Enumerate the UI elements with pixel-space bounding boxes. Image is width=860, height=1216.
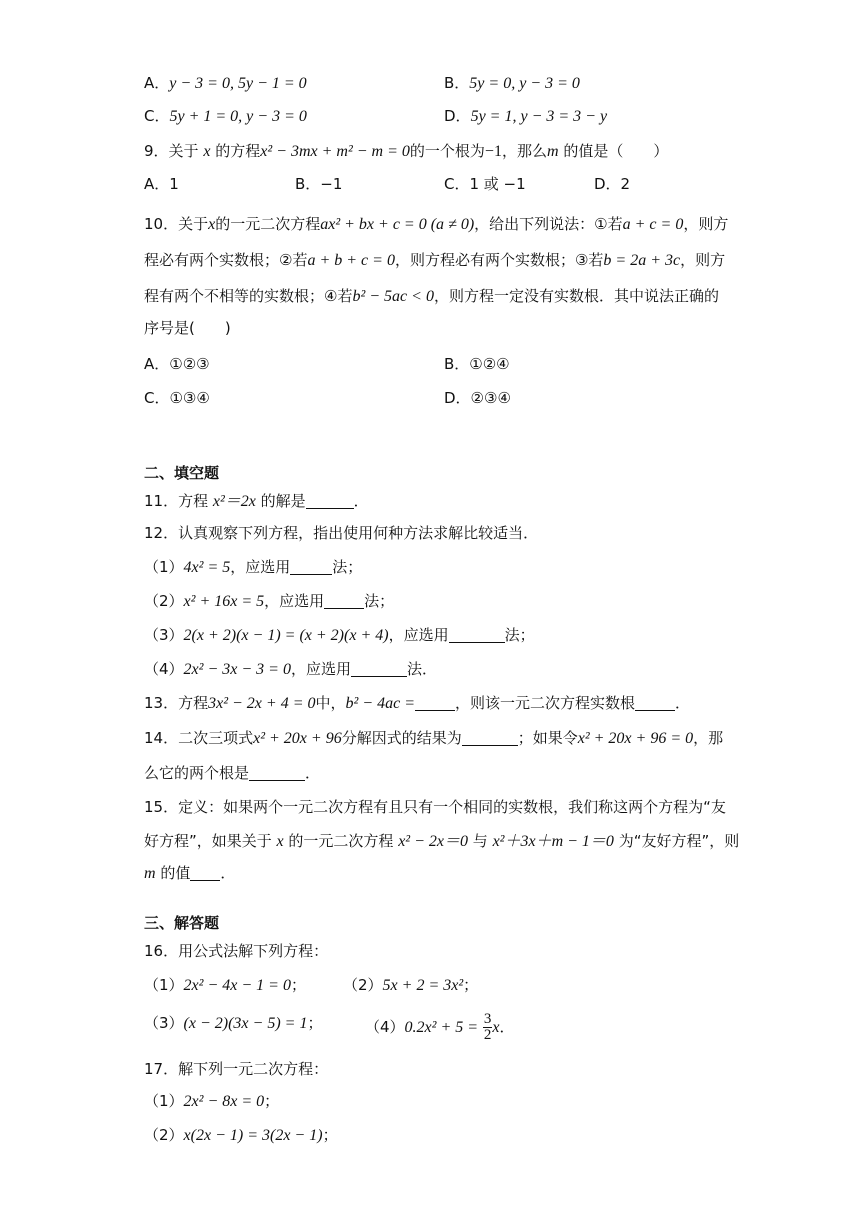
text: ，应选用 <box>230 558 291 576</box>
text: ． <box>675 694 691 712</box>
math-equation: x² − 3mx + m² − m = 0 <box>260 143 410 160</box>
text: 的值 <box>155 864 191 882</box>
text: 的方程 <box>215 142 261 160</box>
fraction-numerator: 3 <box>483 1011 492 1027</box>
q14-line-2 <box>144 762 320 784</box>
answer-blank[interactable] <box>449 626 505 643</box>
option-label: C． <box>144 107 170 125</box>
math-discriminant: b² − 4ac = <box>345 695 415 712</box>
text: 的解是 <box>255 492 306 510</box>
option-expression: 5y + 1 = 0, y − 3 = 0 <box>169 108 307 125</box>
text: ，那 <box>693 729 724 747</box>
text: 好方程”，如果关于 <box>144 832 277 850</box>
answer-blank[interactable] <box>351 660 407 677</box>
text: ； <box>307 1014 323 1032</box>
text: ，那么 <box>501 142 547 160</box>
q10-line-2 <box>144 249 725 272</box>
text: 关于 <box>168 142 199 160</box>
math-condition: b = 2a + 3c <box>603 252 681 269</box>
answer-blank[interactable] <box>306 492 354 509</box>
q9-stem <box>144 140 668 163</box>
math-condition: a + c = 0 <box>622 216 684 233</box>
text: 程有两个不相等的实数根；④若 <box>144 287 353 305</box>
text: 法； <box>364 592 395 610</box>
part-number: （1） <box>144 558 184 576</box>
math-equation: 5x + 2 = 3x² <box>382 977 464 994</box>
part-number: （3） <box>144 626 184 644</box>
q17-part-1 <box>144 1090 279 1113</box>
answer-blank[interactable] <box>635 694 675 711</box>
text: ，则方程必有两个实数根；③若 <box>394 251 604 269</box>
q8-option-c <box>144 105 307 128</box>
text: 的一个根为 <box>409 142 485 160</box>
answer-blank[interactable] <box>190 864 220 881</box>
q9-option-c: C．1 或 −1 <box>444 175 526 193</box>
q8-option-a <box>144 72 307 95</box>
option-expression: 5y = 1, y − 3 = 3 − y <box>470 108 608 125</box>
text: 13．方程 <box>144 694 209 712</box>
q10-option-d: D．②③④ <box>444 389 511 407</box>
q10-option-b: B．①②④ <box>444 355 510 373</box>
q12-part-4 <box>144 658 437 681</box>
q16-part-1 <box>144 974 306 997</box>
text: ． <box>305 764 321 782</box>
q9-option-d: D．2 <box>594 175 631 193</box>
math-equation: x² + 20x + 96 = 0 <box>577 730 694 747</box>
text: 法． <box>406 660 437 678</box>
text: 的一元二次方程 <box>215 215 321 233</box>
math-equation: 4x² = 5 <box>183 559 231 576</box>
math-var: m <box>144 865 156 882</box>
text: ，给出下列说法：①若 <box>474 215 623 233</box>
option-label: B． <box>444 74 470 92</box>
q8-option-b <box>444 72 580 95</box>
text: 为“友好方程”，则 <box>613 832 740 850</box>
q12-intro: 12．认真观察下列方程，指出使用何种方法求解比较适当． <box>144 524 539 542</box>
q12-part-1 <box>144 556 362 579</box>
part-number: （4） <box>144 660 184 678</box>
text: 的一元二次方程 <box>283 832 399 850</box>
part-number: （1） <box>144 976 184 994</box>
math-condition: a + b + c = 0 <box>307 252 395 269</box>
question-number: 9． <box>144 142 169 160</box>
text: ，应选用 <box>264 592 325 610</box>
math-equation: 2x² − 3x − 3 = 0 <box>183 661 291 678</box>
q15-line-2 <box>144 830 739 853</box>
option-label: A． <box>144 74 170 92</box>
answer-blank[interactable] <box>462 729 518 746</box>
text: 程必有两个实数根；②若 <box>144 251 308 269</box>
section-heading: 二、填空题 <box>144 464 220 482</box>
answer-blank[interactable] <box>324 592 364 609</box>
option-expression: y − 3 = 0, 5y − 1 = 0 <box>169 75 307 92</box>
q11 <box>144 490 369 513</box>
section-heading: 三、解答题 <box>144 914 220 932</box>
text: ； <box>290 976 306 994</box>
q16-intro: 16．用公式法解下列方程： <box>144 942 329 960</box>
part-number: （2） <box>144 592 184 610</box>
fraction <box>483 1012 493 1043</box>
q15-line-3 <box>144 862 235 885</box>
q12-part-3 <box>144 624 535 647</box>
text: ，应选用 <box>388 626 449 644</box>
math-equation: x(2x − 1) = 3(2x − 1) <box>183 1127 323 1144</box>
text: 关于 <box>178 215 209 233</box>
math-equation: 2x² − 4x − 1 = 0 <box>183 977 291 994</box>
math-equation: x² − 2x＝0 <box>398 833 469 850</box>
text: 与 <box>468 832 493 850</box>
math-equation: x²＋3x＋m − 1＝0 <box>492 833 614 850</box>
question-number: 10． <box>144 215 179 233</box>
q16-part-3 <box>144 1012 322 1035</box>
text: 11．方程 <box>144 492 213 510</box>
math-equation: 3x² − 2x + 4 = 0 <box>208 695 316 712</box>
text: 法； <box>504 626 535 644</box>
q16-part-2 <box>343 974 478 997</box>
math-equation: x² + 16x = 5 <box>183 593 265 610</box>
text: 分解因式的结果为 <box>341 729 462 747</box>
q15-line-1: 15．定义：如果两个一元二次方程有且只有一个相同的实数根，我们称这两个方程为“友 <box>144 798 726 816</box>
math-equation: (x − 2)(3x − 5) = 1 <box>183 1015 308 1032</box>
fraction-denominator: 2 <box>483 1027 492 1043</box>
text: 中， <box>315 694 346 712</box>
text: ；如果令 <box>517 729 578 747</box>
math-equation: 2(x + 2)(x − 1) = (x + 2)(x + 4) <box>183 627 389 644</box>
q13 <box>144 692 690 715</box>
answer-blank[interactable] <box>249 764 305 781</box>
text: ； <box>264 1092 280 1110</box>
text: ． <box>353 492 369 510</box>
math-var: x <box>276 833 284 850</box>
math-equation: ax² + bx + c = 0 (a ≠ 0) <box>320 216 475 233</box>
option-expression: 5y = 0, y − 3 = 0 <box>469 75 580 92</box>
text: ，则方程一定没有实数根．其中说法正确的 <box>433 287 719 305</box>
answer-blank[interactable] <box>290 558 332 575</box>
q16-part-4 <box>365 1012 514 1043</box>
part-number: （2） <box>343 976 383 994</box>
text: 法； <box>332 558 363 576</box>
math-polynomial: x² + 20x + 96 <box>253 730 342 747</box>
part-number: （2） <box>144 1126 184 1144</box>
math-condition: b² − 5ac < 0 <box>352 288 434 305</box>
q10-option-c: C．①③④ <box>144 389 210 407</box>
text: ． <box>499 1018 515 1036</box>
text: ，则该一元二次方程实数根 <box>455 694 636 712</box>
text: ； <box>322 1126 338 1144</box>
part-number: （1） <box>144 1092 184 1110</box>
q12-part-2 <box>144 590 394 613</box>
math-equation: 0.2x² + 5 = <box>404 1019 479 1036</box>
text: 的值是（ ） <box>563 142 669 160</box>
math-var: x <box>208 216 216 233</box>
q14-line-1 <box>144 727 723 750</box>
math-equation: 2x² − 8x = 0 <box>183 1093 265 1110</box>
option-label: D． <box>444 107 471 125</box>
text: 么它的两个根是 <box>144 764 250 782</box>
q8-option-d <box>444 105 607 128</box>
q9-option-a: A．1 <box>144 175 179 193</box>
text: ． <box>220 864 236 882</box>
text: ，则方 <box>683 215 729 233</box>
q10-line-4: 序号是( ) <box>144 319 231 337</box>
q10-option-a: A．①②③ <box>144 355 210 373</box>
math-value: −1 <box>484 143 502 160</box>
text: ，应选用 <box>290 660 351 678</box>
q10-line-3 <box>144 285 719 308</box>
math-var: x <box>203 143 211 160</box>
part-number: （3） <box>144 1014 184 1032</box>
text: ； <box>463 976 479 994</box>
q9-option-b: B．−1 <box>295 175 343 193</box>
answer-blank[interactable] <box>415 694 455 711</box>
text: 14．二次三项式 <box>144 729 254 747</box>
math-var: m <box>546 143 559 160</box>
part-number: （4） <box>365 1018 405 1036</box>
math-equation: x²＝2x <box>212 493 256 510</box>
q17-part-2 <box>144 1124 338 1147</box>
q17-intro: 17．解下列一元二次方程： <box>144 1060 329 1078</box>
math-var: x <box>492 1019 500 1036</box>
text: ，则方 <box>680 251 726 269</box>
q10-line-1 <box>144 213 728 236</box>
